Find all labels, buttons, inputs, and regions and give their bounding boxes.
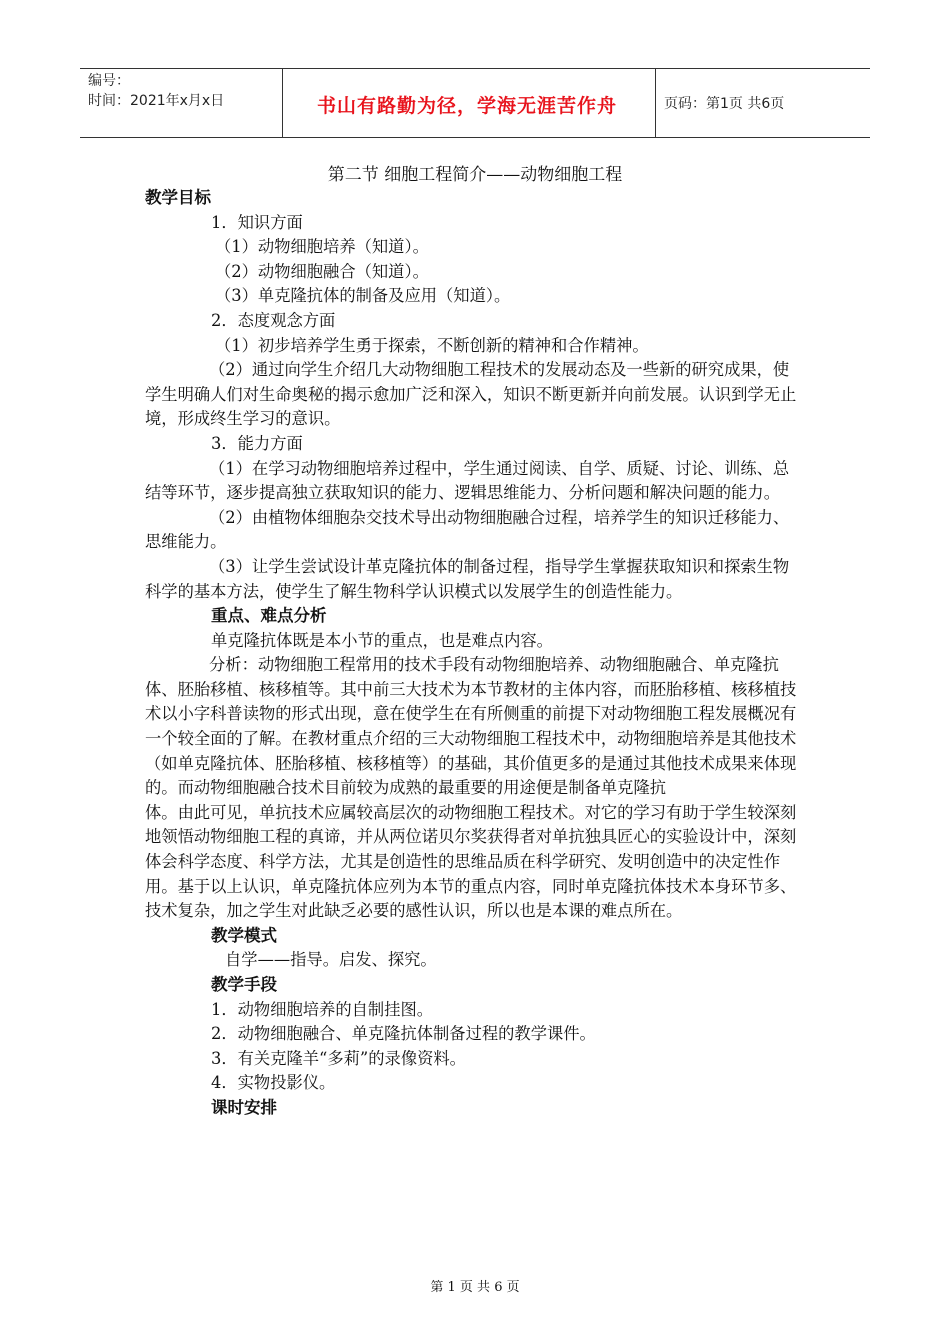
attitude-heading: 2．态度观念方面 bbox=[211, 310, 336, 330]
attitude-item: （2）通过向学生介绍几大动物细胞工程技术的发展动态及一些新的研究成果，使学生明确人们对生命奥秘的揭示愈加广泛和深入，知识不断更新并向前发展。认识到学无止境，形成终生学习的意识。 bbox=[145, 360, 797, 429]
heading-schedule: 课时安排 bbox=[211, 1097, 277, 1117]
means-item: 2．动物细胞融合、单克隆抗体制备过程的教学课件。 bbox=[211, 1024, 596, 1044]
key-point-text: 单克隆抗体既是本小节的重点，也是难点内容。 bbox=[211, 630, 553, 650]
analysis-paragraph: 分析：动物细胞工程常用的技术手段有动物细胞培养、动物细胞融合、单克隆抗体、胚胎移植、核移植等。其中前三大技术为本节教材的主体内容，而胚胎移植、核移植技术以小字科普读物的形式出现，意在使学生在有所侧重的前提下对动物细胞工程发展概况有一个较全面的了解。在教材重点介绍的三大动物细胞工程技术中，动物细胞培养是其他技术（如单克隆抗体、胚胎移植、核移植等）的基础，其价值更多的是通过其他技术成果来体现的。而动物细胞融合技术目前较为成熟的最重要的用途便是制备单克隆抗 bbox=[145, 655, 797, 798]
ability-item: （1）在学习动物细胞培养过程中，学生通过阅读、自学、质疑、讨论、训练、总结等环节，逐步提高独立获取知识的能力、逻辑思维能力、分析问题和解决问题的能力。 bbox=[145, 458, 790, 503]
heading-key-points: 重点、难点分析 bbox=[211, 606, 327, 626]
mode-text: 自学——指导。启发、探究。 bbox=[225, 950, 437, 970]
header-page-info: 页码：第1页 共6页 bbox=[664, 96, 785, 112]
heading-mode: 教学模式 bbox=[211, 925, 277, 945]
attitude-item: （1）初步培养学生勇于探索，不断创新的精神和合作精神。 bbox=[215, 335, 649, 355]
header-id: 编号： bbox=[88, 73, 130, 89]
knowledge-heading: 1．知识方面 bbox=[211, 212, 303, 232]
means-item: 4．实物投影仪。 bbox=[211, 1073, 336, 1093]
doc-title: 第二节 细胞工程简介——动物细胞工程 bbox=[327, 165, 623, 185]
means-item: 1．动物细胞培养的自制挂图。 bbox=[211, 999, 434, 1019]
header-motto: 书山有路勤为径，学海无涯苦作舟 bbox=[316, 95, 617, 117]
knowledge-item: （3）单克隆抗体的制备及应用（知道）。 bbox=[215, 286, 511, 306]
ability-item: （2）由植物体细胞杂交技术导出动物细胞融合过程，培养学生的知识迁移能力、思维能力。 bbox=[145, 507, 790, 552]
ability-item: （3）让学生尝试设计革克隆抗体的制备过程，指导学生掌握获取知识和探索生物科学的基本方法，使学生了解生物科学认识模式以发展学生的创造性能力。 bbox=[145, 556, 790, 601]
header-meta bbox=[88, 71, 224, 111]
heading-means: 教学手段 bbox=[211, 975, 277, 994]
heading-goals: 教学目标 bbox=[145, 188, 211, 207]
page-header bbox=[80, 68, 870, 138]
analysis-paragraph-cont: 体。由此可见，单抗技术应属较高层次的动物细胞工程技术。对它的学习有助于学生较深刻地领悟动物细胞工程的真谛，并从两位诺贝尔奖获得者对单抗独具匠心的实验设计中，深刻体会科学态度、科学方法，尤其是创造性的思维品质在科学研究、发明创造中的决定性作用。基于以上认识，单克隆抗体应列为本节的重点内容，同时单克隆抗体技术本身环节多、技术复杂，加之学生对此缺乏必要的感性认识，所以也是本课的难点所在。 bbox=[145, 802, 797, 921]
header-time: 时间：2021年x月x日 bbox=[88, 93, 225, 109]
knowledge-item: （1）动物细胞培养（知道）。 bbox=[215, 237, 429, 257]
header-divider bbox=[655, 69, 656, 137]
knowledge-item: （2）动物细胞融合（知道）。 bbox=[215, 261, 429, 281]
doc-body bbox=[145, 186, 800, 1121]
means-item: 3．有关克隆羊“多莉”的录像资料。 bbox=[211, 1048, 466, 1068]
page-footer: 第 1 页 共 6 页 bbox=[430, 1280, 520, 1295]
ability-heading: 3．能力方面 bbox=[211, 433, 303, 453]
